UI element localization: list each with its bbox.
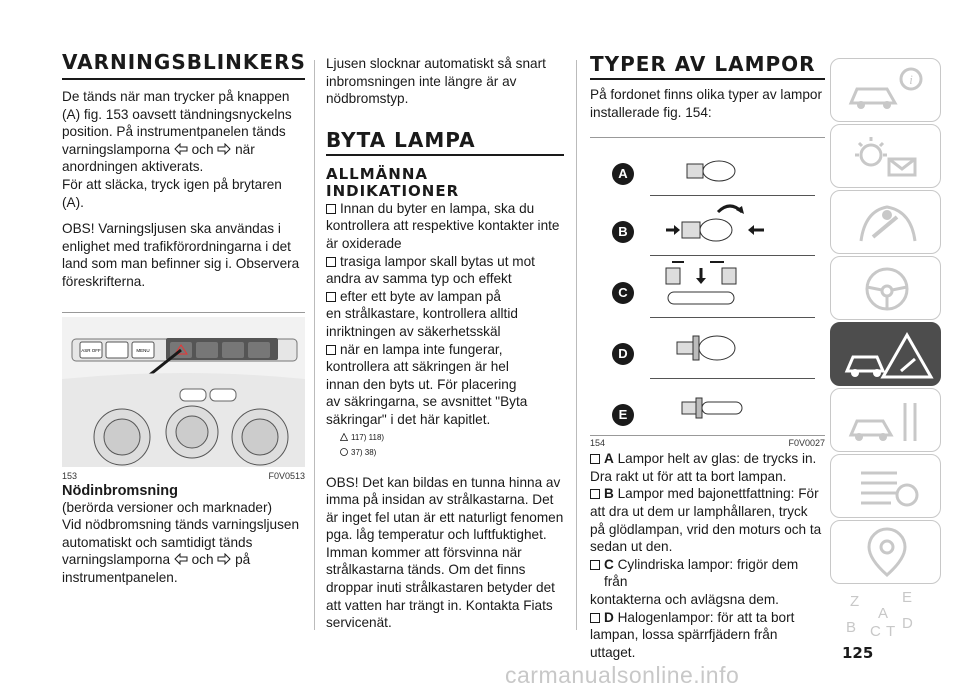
lamp-item-line: [604, 556, 825, 591]
bullet-line: en strålkastare, kontrollera alltid: [326, 306, 518, 322]
bullet-box-icon: [590, 560, 600, 570]
lamp-item-line: [604, 609, 825, 627]
para-2-line-7: droppar inuti strålkastaren betyder det: [326, 580, 555, 596]
lamp-item-line: på glödlampan, vrid den moturs och ta: [590, 521, 822, 537]
figure-code: F0V0027: [788, 438, 825, 449]
text: Halogenlampor: för att ta bort: [617, 609, 795, 625]
watermark: carmanualsonline.info: [505, 662, 740, 688]
bullet-box-icon: [590, 489, 600, 499]
index-letter: Z: [850, 593, 860, 610]
index-letter: E: [902, 589, 913, 606]
svg-text:i: i: [909, 72, 913, 87]
column-divider-2: [576, 60, 577, 630]
lamp-item-line: att dra ut dem ur lamphållaren, tryck: [590, 503, 808, 519]
lamp-label-a: A: [612, 163, 634, 185]
figure-number: 153: [62, 470, 78, 481]
reference-2: [340, 448, 564, 457]
column-1: [62, 0, 305, 587]
para-3-line-3: land som man befinner sig i. Observera: [62, 256, 300, 272]
side-tab-technical-data[interactable]: [830, 454, 941, 518]
bullet-line: kontrollera att respektive kontakter inte: [326, 218, 560, 234]
bullet-line: andra av samma typ och effekt: [326, 271, 512, 287]
bullet-item: [326, 253, 564, 271]
para-1-line-5: anordningen aktiverats.: [62, 159, 204, 175]
index-letter: T: [886, 623, 896, 638]
bullet-box-icon: [326, 292, 336, 302]
side-tab-warning-lights[interactable]: [830, 124, 941, 188]
para-1-line-1: På fordonet finns olika typer av lampor: [590, 87, 822, 102]
para-3-line-1: OBS! Varningsljusen ska användas i: [62, 221, 281, 237]
para-1-line-1: Ljusen slocknar automatiskt så snart: [326, 56, 546, 71]
bullet-line: inriktningen av säkerhetsskäl: [326, 323, 501, 339]
bullet-line: Innan du byter en lampa, ska du: [340, 200, 535, 216]
para-2-line-1: För att släcka, tryck igen på brytaren: [62, 176, 282, 192]
left-arrow-icon: [174, 143, 188, 155]
multimedia-icon: [831, 521, 942, 585]
section-heading-hazard: VARNINGSBLINKERS: [62, 50, 306, 74]
bullet-box-icon: [326, 204, 336, 214]
bullet-line: av säkringarna, se avsnittet "Byta: [326, 394, 528, 410]
index-letter: D: [902, 615, 913, 632]
lamp-item-c: [590, 556, 825, 591]
bullet-item: [326, 341, 564, 359]
column-2: [326, 0, 564, 632]
para-3-line-2: enlighet med trafikförordningarna i det: [62, 238, 291, 254]
bullet-box-icon: [326, 345, 336, 355]
lamp-item-line: kontakterna och avlägsna dem.: [590, 591, 779, 607]
side-tab-index[interactable]: [830, 586, 941, 638]
text: varningslamporna: [62, 141, 171, 157]
para-1-line-2: inbromsningen inte längre är av: [326, 73, 517, 89]
para-2-line-3: är inget fel utan är ett naturligt fenomen: [326, 509, 564, 525]
para-2-line-2: (A).: [62, 194, 84, 210]
lamp-label-e: E: [612, 404, 634, 426]
para-1-line-2: installerade fig. 154:: [590, 104, 712, 120]
lamp-letter: C: [604, 556, 614, 572]
figure-caption: [590, 435, 825, 448]
lamp-label-b: B: [612, 221, 634, 243]
bulb-b-bayonet-icon: [662, 200, 772, 252]
bulb-a-glass-icon: [685, 156, 740, 186]
para-2-line-5: Imman kommer att försvinna när: [326, 544, 522, 560]
bullet-item: [326, 288, 564, 306]
para-2-line-6: strålkastarna tänds. Om det finns: [326, 562, 526, 578]
bullet-line: när en lampa inte fungerar,: [340, 341, 503, 357]
para-1-line-1: De tänds när man trycker på knappen: [62, 89, 290, 104]
emergency-icon: [831, 323, 942, 387]
reference-text: 37) 38): [351, 447, 377, 457]
left-arrow-icon: [174, 553, 188, 565]
caution-icon: [340, 448, 348, 456]
column-3: [590, 0, 825, 661]
section-heading-replace-bulb: BYTA LAMPA: [326, 127, 476, 152]
para-1-line-3: position. På instrumentpanelen tänds: [62, 124, 286, 140]
text: Lampor med bajonettfattning: För: [617, 486, 819, 502]
reference-1: [340, 433, 564, 442]
text: på: [235, 552, 251, 568]
text: Lampor helt av glas: de trycks in.: [617, 451, 817, 467]
bullet-line: efter ett byte av lampan på: [340, 288, 501, 304]
para-4-line-3: automatiskt och samtidigt tänds: [62, 534, 253, 550]
figure-number: 154: [590, 438, 606, 449]
figure-top-rule: [62, 312, 305, 313]
reference-text: 117) 118): [351, 432, 385, 442]
lamp-item-d: [590, 609, 825, 627]
heading-rule: [590, 78, 825, 80]
bullet-line: kontrollera att säkringen är hel: [326, 359, 509, 375]
bullet-item: [326, 200, 564, 218]
para-1-line-3: nödbromstyp.: [326, 91, 409, 107]
sub-heading-line-1: ALLMÄNNA: [326, 164, 428, 183]
sub-heading-line-2: INDIKATIONER: [326, 181, 460, 200]
panel-button-1: ASR OFF: [81, 347, 101, 353]
side-tab-multimedia[interactable]: [830, 520, 941, 584]
bullet-box-icon: [326, 257, 336, 267]
text: och: [191, 552, 214, 568]
divider: [650, 195, 815, 196]
lamp-item-line: Dra rakt ut för att ta bort lampan.: [590, 468, 787, 484]
lamp-item-line: lampan, lossa spärrfjädern från uttaget.: [590, 627, 778, 660]
bullet-line: säkringar" i det här kapitlet.: [326, 411, 491, 427]
warning-lights-icon: [831, 125, 942, 189]
index-letter: C: [870, 623, 881, 638]
section-heading-bulb-types: TYPER AV LAMPOR: [590, 52, 816, 76]
bulb-e-halogen-icon: [680, 388, 750, 428]
side-tab-steering[interactable]: [830, 256, 941, 320]
text: varningslamporna: [62, 552, 171, 568]
text: och: [191, 141, 214, 157]
side-tab-maintenance[interactable]: [830, 388, 941, 452]
lamp-item-b: [590, 485, 825, 503]
para-4-line-1: (berörda versioner och marknader): [62, 499, 273, 515]
para-1-line-2: (A) fig. 153 oavsett tändningsnyckelns: [62, 106, 292, 122]
lamp-item-a: [590, 450, 825, 468]
bullet-line: innan den byts ut. För placering: [326, 376, 517, 392]
technical-data-icon: [831, 455, 942, 519]
safety-icon: [831, 191, 942, 255]
bullet-box-icon: [590, 454, 600, 464]
index-letter: B: [846, 619, 857, 636]
side-tab-emergency[interactable]: [830, 322, 941, 386]
figure-code: F0V0513: [268, 470, 305, 481]
divider: [650, 317, 815, 318]
warning-triangle-icon: [340, 433, 348, 441]
lamp-label-d: D: [612, 343, 634, 365]
index-letter: A: [878, 605, 889, 622]
lamp-letter: D: [604, 609, 614, 625]
divider: [650, 255, 815, 256]
para-2-line-9: servicenät.: [326, 615, 392, 631]
bullet-box-icon: [590, 613, 600, 623]
column-divider-1: [314, 60, 315, 630]
info-car-icon: [831, 59, 942, 123]
lamp-item-line: [604, 450, 825, 468]
lamp-item-line: [604, 485, 825, 503]
maintenance-icon: [831, 389, 942, 453]
text: när: [235, 141, 255, 157]
bulb-figure: [590, 138, 825, 435]
steering-icon: [831, 257, 942, 321]
para-2-line-2: imma på insidan av strålkastarna. Det: [326, 492, 554, 508]
para-4-line-2: Vid nödbromsning tänds varningsljusen: [62, 517, 300, 533]
text: Cylindriska lampor: frigör dem från: [604, 556, 799, 590]
para-4-line-5: instrumentpanelen.: [62, 569, 178, 585]
bulb-c-cylindrical-icon: [662, 260, 752, 310]
lamp-item-line: sedan ut den.: [590, 539, 673, 555]
para-1-line-4: [62, 141, 305, 159]
side-tab-info-car[interactable]: [830, 58, 941, 122]
side-tab-safety[interactable]: [830, 190, 941, 254]
index-icon: [830, 586, 941, 638]
page-number: 125: [842, 644, 874, 662]
para-3-line-4: föreskrifterna.: [62, 273, 146, 289]
lamp-letter: A: [604, 451, 614, 467]
right-arrow-icon: [217, 143, 231, 155]
bulb-d-halogen-icon: [675, 326, 745, 370]
lamp-letter: B: [604, 486, 614, 502]
para-2-line-4: pga. låg temperatur och luftfuktighet.: [326, 527, 547, 543]
figure-caption: [62, 469, 305, 481]
para-4-line-4: [62, 551, 305, 569]
right-arrow-icon: [217, 553, 231, 565]
para-2-line-8: att vatten har trängt in. Kontakta Fiats: [326, 597, 553, 613]
bullet-line: trasiga lampor skall bytas ut mot: [340, 253, 535, 269]
heading-rule: [326, 154, 564, 156]
lamp-label-c: C: [612, 282, 634, 304]
dashboard-figure: [62, 317, 305, 467]
para-2-line-1: OBS! Det kan bildas en tunna hinna av: [326, 474, 561, 490]
bullet-line: är oxiderade: [326, 235, 402, 251]
panel-button-3: MENU: [136, 347, 150, 353]
sub-heading-emergency-brake: Nödinbromsning: [62, 482, 178, 499]
heading-rule: [62, 78, 305, 80]
divider: [650, 378, 815, 379]
